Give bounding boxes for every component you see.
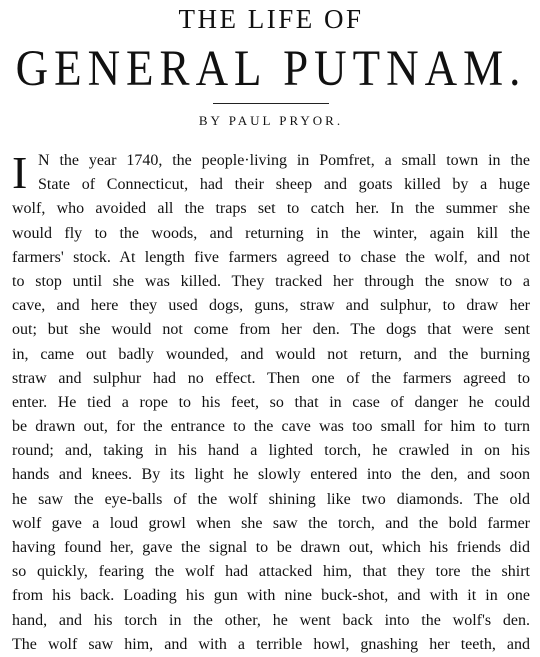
text-line: cave, and here they used dogs, guns, straw and sulphur, to draw her (12, 297, 530, 315)
text-line: round; and, taking in his hand a lighted torch, he crawled in on his (12, 442, 530, 460)
byline: BY PAUL PRYOR. (198, 113, 344, 128)
text-line: farmers' stock. At length five farmers agreed to chase the wolf, and not (12, 248, 530, 266)
text-line: hands and knees. By its light he slowly entered into the den, and soon (12, 466, 530, 484)
text-line: State of Connecticut, had their sheep and goats killed by a huge (38, 176, 530, 194)
text-line: hand, and his torch in the other, he went back into the wolf's den. (12, 611, 530, 629)
text-line: to stop until she was killed. They tracked her through the snow to a (12, 272, 530, 290)
drop-cap: I (12, 147, 28, 198)
text-line: he saw the eye-balls of the wolf shining like two diamonds. The old (12, 490, 530, 508)
title-line-2: GENERAL PUTNAM. (15, 39, 527, 96)
text-line: would fly to the woods, and returning in the winter, again kill the (12, 224, 530, 242)
text-line: having found her, gave the signal to be drawn out, which his friends did (12, 539, 530, 556)
text-line: The wolf saw him, and with a terrible howl, gnashing her teeth, and (12, 635, 530, 653)
text-line: so quickly, fearing the wolf had attacked him, that they tore the shirt (12, 563, 530, 581)
text-line: straw and sulphur had no effect. Then one of the farmers agreed to (12, 369, 530, 387)
text-line: wolf gave a loud growl when she saw the torch, and the bold farmer (12, 514, 530, 532)
article-body (12, 149, 530, 657)
title-line-1: THE LIFE OF (178, 4, 364, 34)
text-line: in, came out badly wounded, and would not return, and the burning (12, 345, 530, 363)
text-line: out; but she would not come from her den. The dogs that were sent (12, 321, 530, 339)
text-line: wolf, who avoided all the traps set to catch her. In the summer she (12, 200, 530, 218)
document-page (0, 3, 540, 653)
text-line: from his back. Loading his gun with nine buck-shot, and with it in one (12, 587, 530, 605)
text-line: be drawn out, for the entrance to the cave was too small for him to turn (12, 418, 530, 436)
text-line: enter. He tied a rope to his feet, so that in case of danger he could (12, 393, 530, 411)
title-divider (213, 103, 329, 104)
text-line: N the year 1740, the people·living in Pomfret, a small town in the (38, 152, 530, 169)
